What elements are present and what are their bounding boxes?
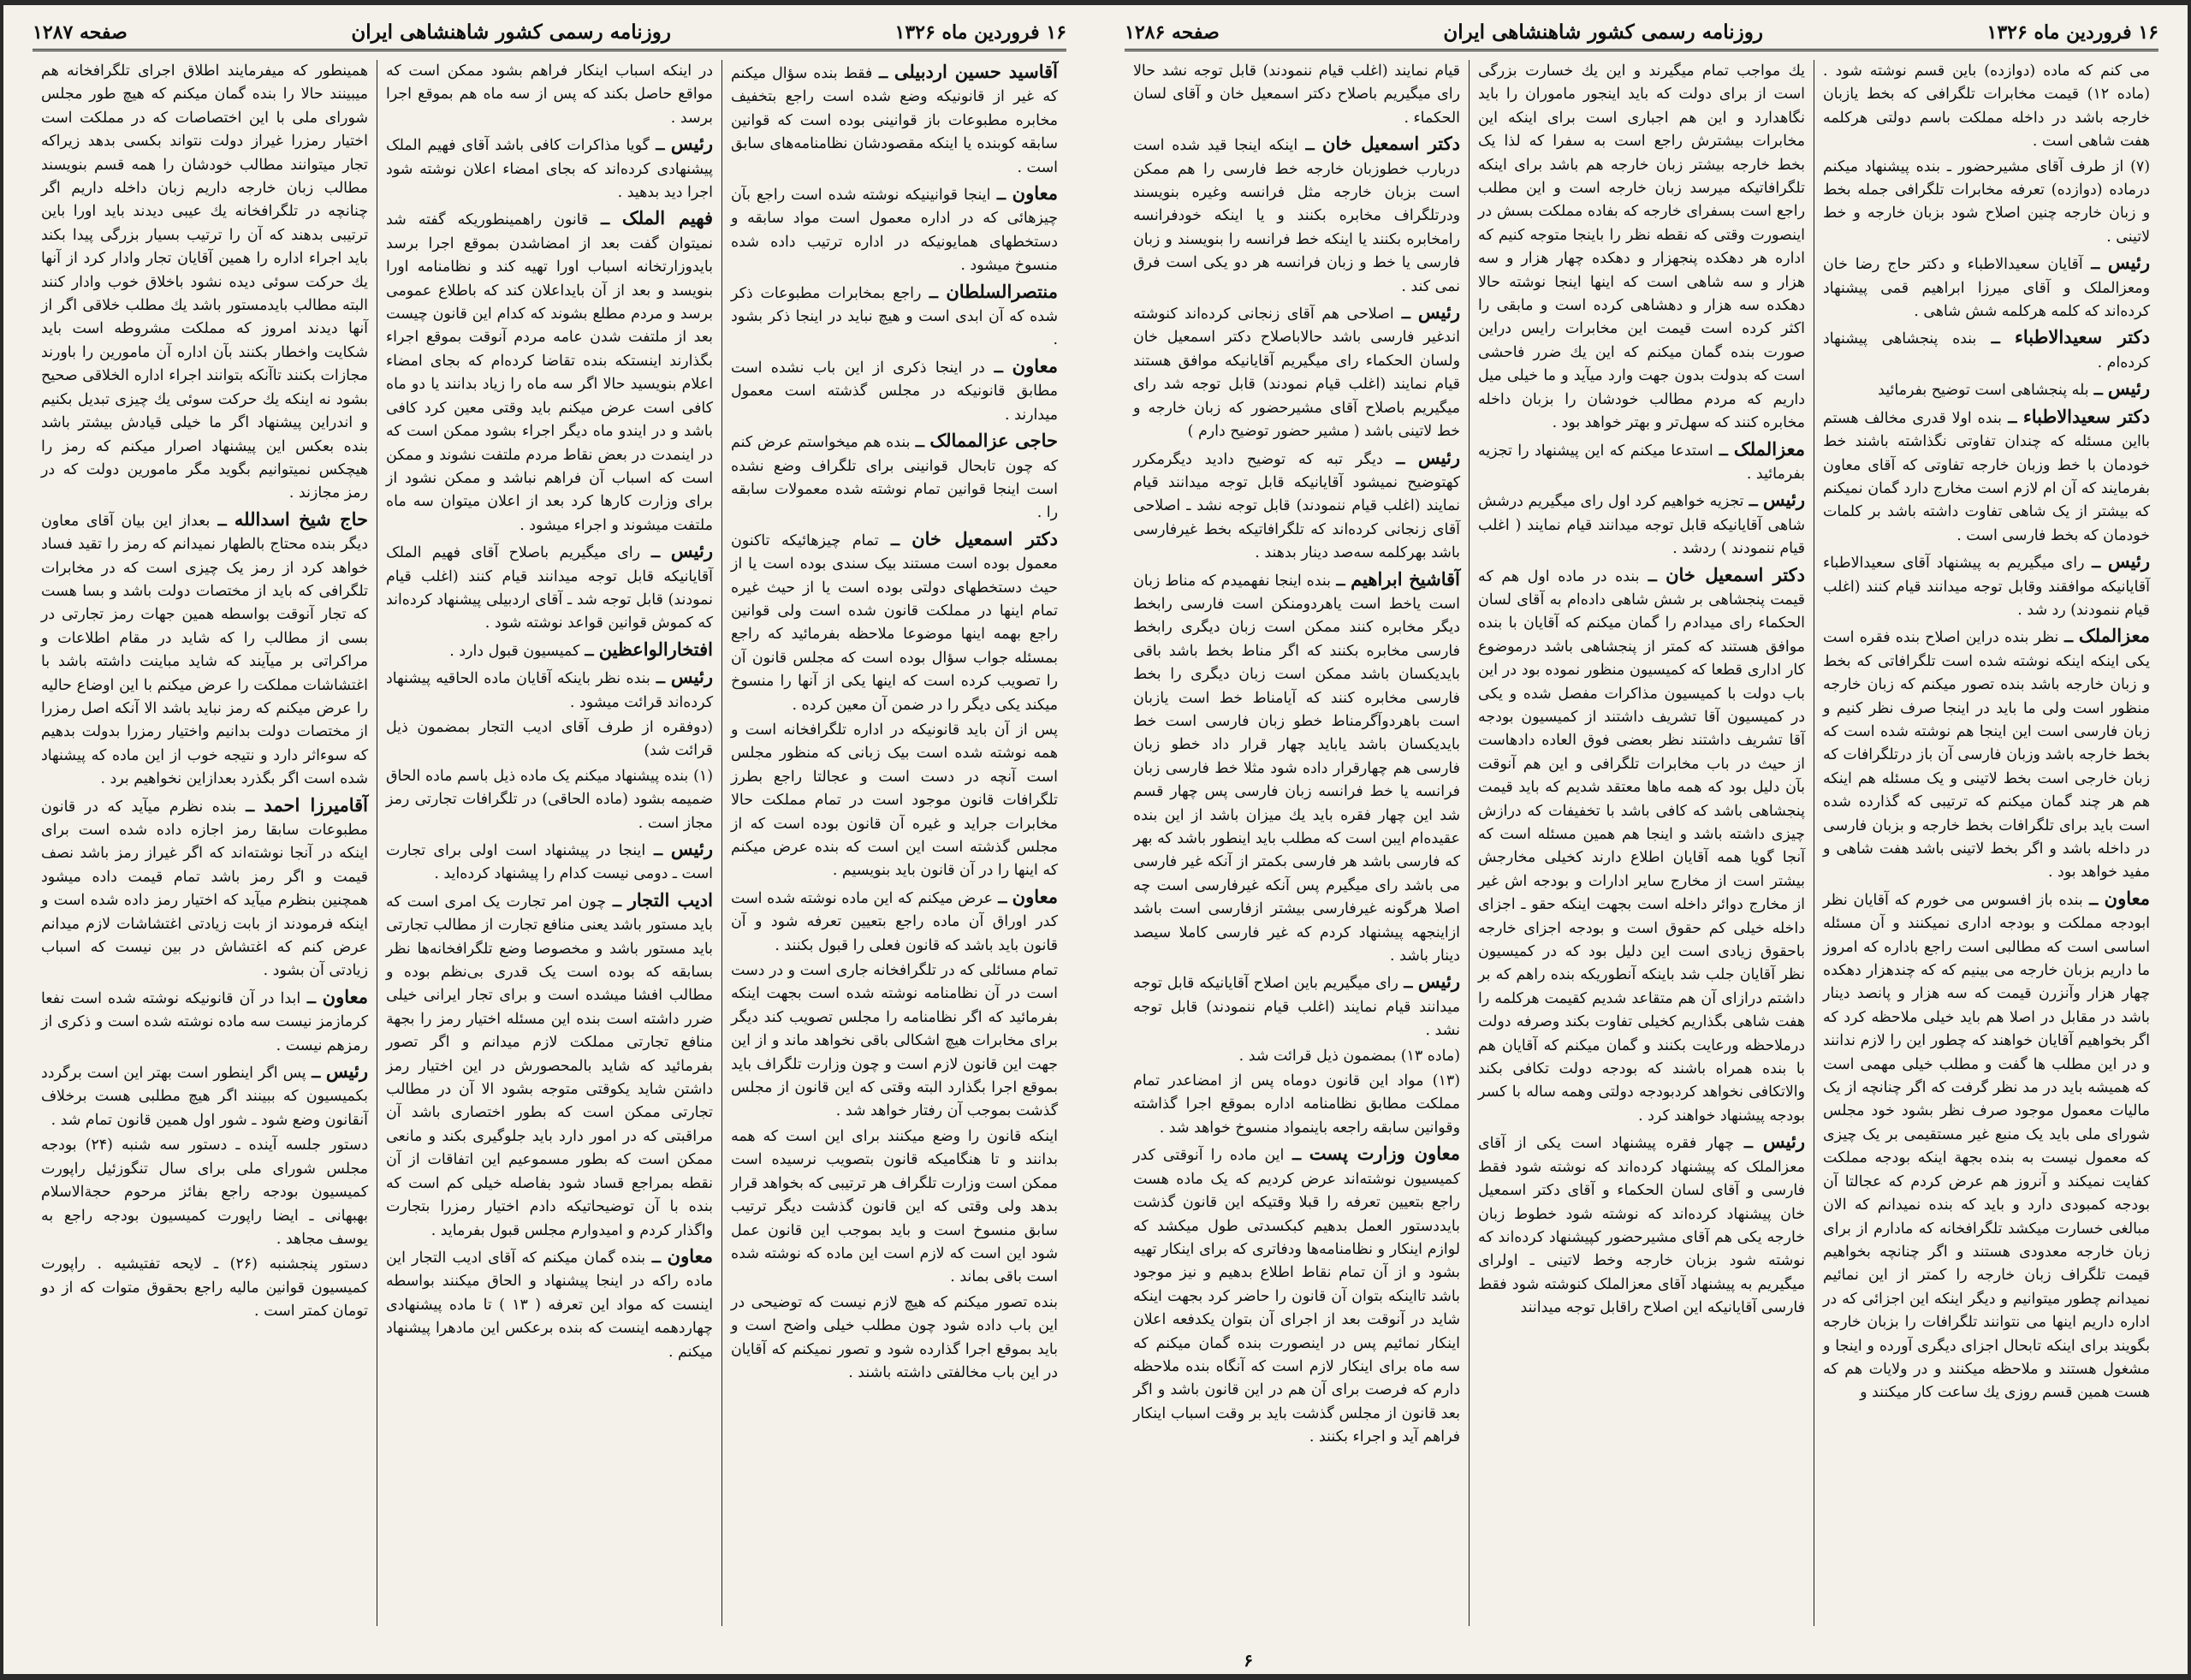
speaker-name: معاون [1012,885,1058,907]
speaker-dash: ــ [1743,493,1763,511]
paragraph-text: قیام نمایند (اغلب قیام ننمودند) قابل توجه نشد حالا رای میگیریم باصلاح دکتر اسمعیل خان و آقای لسان الحکماء . [1133,62,1460,127]
paragraph-text: بنده گمان میکنم که آقای ادیب التجار این ماده راکه در اینجا پیشنهاد و الحاق میکنند بواسطه اینست که مواد این تعرفه ( ۱۳ ) تا ماده پیشنهادی چهاردهمه اینست که بنده برعکس این مادهرا پیشنهاد میکنم . [386,1249,713,1361]
speaker-name: آقامیرزا احمد [264,793,368,816]
speaker-dash: ــ [990,187,1012,205]
paragraph [731,429,1058,525]
text-column [722,60,1066,1626]
paragraph-text: (ماده ۱۳) بمضمون ذیل قرائت شد . [1238,1047,1460,1065]
paragraph-text: (۷) از طرف آقای مشیرحضور ـ بنده پیشنهاد میکنم درماده (دوازده) تعرفه مخابرات تلگرافی جمله بخط و زبان خارجه چنین اصلاح شود بزبان خارجه و خط لاتینی . [1823,157,2150,246]
paragraph-text: نظر بنده دراین اصلاح بنده فقره است یکی اینکه اینکه نوشته شده است تلگرافاتی که بخط و زبان خارجه باشد بنده تصور میکنم که زبان خارجه منظور است ولی ما باید در اینجا صرف نظر کنیم و زبان فارسی است این اینجا هم نوشته شده است که بخط خارجه باشد وزبان فارسی آن باز درتلگرافات که زبان خارجی است بخط لاتینی و یک مسئله هم اینکه هم هر چند گمان میکنم که ترتیبی که گذارده شده است باید برای تلگرافات بخط خارجه و بزبان فارسی در داخله باشد و اگر بخط لاتینی باشد هفت شاهی و مفید خواهد بود . [1823,629,2150,882]
paragraph [731,60,1058,180]
paragraph [1478,488,1805,561]
paragraph [1478,563,1805,1129]
paragraph [386,837,713,887]
speaker-name: دکتر سعیدالاطباء [2015,326,2150,348]
speaker-dash: ــ [2082,891,2105,909]
page-number: صفحه ۱۲۸۷ [33,21,128,44]
paragraph [731,1125,1058,1290]
page-1287 [3,5,1096,1674]
columns [1125,60,2158,1626]
speaker-dash: ــ [1331,572,1351,590]
paragraph [41,508,368,792]
paragraph-text: اینکه اینجا قید شده است دربارب خطوزبان خارجه خط فارسی را هم ممکن است بزبان خارجه مثل فرانسه وغیره بنویسند ودرتلگراف مخابره بکنند و یا اینکه خودفرانسه رامخابره بکنند یا اینکه خط فرانسه را بنویسند و زبان فارسی یا خط و زبان فرانسه هر دو یکی است فرق نمی کند . [1133,137,1460,295]
paragraph-text: رای میگیریم به پیشنهاد آقای سعیدالاطباء آقایانیکه موافقند وقابل توجه میدانند قیام کنند (اغلب قیام ننمودند) رد شد . [1823,555,2150,619]
speaker-dash: ــ [588,211,622,229]
page-header [33,21,1066,51]
paragraph [386,539,713,636]
paragraph-text: رای میگیریم باصلاح آقای فهیم الملک آقایانیکه قابل توجه میدانند قیام کنند (اغلب قیام نمودند) قابل توجه شد ـ آقای اردبیلی پیشنهاد کرده‌اند که کموش قوانین قواعد نوشته شود . [386,544,713,632]
paragraph [1478,437,1805,487]
paragraph [1823,405,2150,548]
speaker-dash: ــ [921,284,947,302]
paragraph-text: بنده در ماده اول هم که قیمت پنجشاهی بر شش شاهی داده‌ام به آقای لسان الحکماء رای میدادم را گمان میکنم که آقایان با بنده موافق هستند که کمتر از پنجشاهی باشد درموضوع کار اداری قطعا که کمیسیون منظور نموده بود در این باب دولت با کمیسیون مذاکرات مفصل شده و یکی در کمیسیون آقا تشریف داشتند از کمیسیون بودجه آقا تشریف داشتند نظر بعضی فوق العاده دادهاست از حیث در باب مخابرات تلگرافی و این هم آنوقت بآن دلیل بود که همه ماها معتقد شدیم که باید قیمت پنجشاهی باشد که کافی باشد با تخفیفات که درازش چیزی داشته باشد و اینجا هم همین مسئله است که آنجا گویا همه آقایان اطلاع دارند کخیلی مخارجش بیشتر است از مخارج سایر ادارات و بودجه اش غیر از مخارج دوائر داخله است بجهت اینکه حقو ـ اجزای داخله خیلی کم حقوق است و بودجه اجزای خارجه باحقوق زیادی است این دلیل بود که در کمیسیون نظر آقایان جلب شد باینکه آنطوریکه بنده راهم که بر داشتم درازای آن هم متقاعد شدیم کقیمت هرکلمه را هفت شاهی بگذاریم کخیلی تفاوت بکند وصرفه دولت درملاحظه ورعایت بکنند و گمان میکنم که آقایان هم با بنده همراه باشند که بودجه دولت تکافی بکند والاتکافی نخواهد کردبودجه دولتی وهمه ساله با کسر بودجه پیشنهاد خواهند کرد . [1478,567,1805,1125]
paragraph-text: دیگر تبه که توضیح دادید دیگرمکرر کهتوضیح نمیشود آقایانیکه قابل توجه میدانند قیام نمایند (اغلب قیام ننمودند) قابل توجه نشد ـ اصلاحی آقای زنجانی کرده‌اند که تلگرافاتیکه بخط غیرفارسی باشد بهرکلمه سه‌صد دینار بدهند . [1133,450,1460,562]
paragraph [731,1291,1058,1386]
speaker-dash: ــ [1713,442,1734,460]
page-1286 [1096,5,2188,1674]
speaker-dash: ــ [1393,306,1418,324]
paragraph [1823,624,2150,884]
paragraph [731,719,1058,883]
page-header [1125,21,2158,51]
speaker-dash: ــ [650,670,671,688]
paragraph [1823,156,2150,250]
paragraph-text: بنده تصور میکنم که هیچ لازم نیست که توضیحی در این باب داده شود چون مطلب خیلی واضح است و باید بموقع اجرا گذارده شود و تصور نمیکنم که آقایان در این باب مخالفتی داشته باشند . [731,1293,1058,1381]
paragraph-text: در اینکه اسباب اینکار فراهم بشود ممکن است که مواقع حاصل بکند که پس از سه ماه هم بموقع اجرا برسد . [386,62,713,127]
paragraph [386,765,713,835]
paragraph [386,665,713,715]
paragraph-text: پس از آن باید قانونیکه در اداره تلگرافخانه است و همه نوشته شده است بیک زبانی که منظور مجلس است آنچه در دست است و عجالتا راجع بطرز تلگرافات قانون موجود است در تمام مملکت حالا مخابرات جراید و غیره آن قانون بوده است که از مجلس گذشته است این است که بنده عرض میکنم که اینها را در آن قانون باید بنویسیم . [731,721,1058,880]
paragraph-text: یك مواجب تمام میگیرند و این یك خسارت بزرگی است از برای دولت که باید اینجور ماموران را باید نگاهدارد و این هم اجباری است برای اینکه این مخابرات بیشترش راجع است به سفرا که لذا یک بخط خارجه بیشتر زبان خارجه هم باشد برای اینکه تلگرافاتیکه میرسد زبان خارجه است و این مطلب راجع است بسفرای خارجه که بفاده مملکت بسش در اینصورت وقتی که نقطه نظر را باینجا متوجه کنیم که اداره هر دهکده پنجهزار و دهکده چهار هزار و سه هزار و سه شاهی است که اینها اینجا نوشته حالا دهکده سه هزار و دهشاهی کرده است و مابقی را اکثر کرده است قیمت این مخابرات رایس دراین صورت بنده گمان میکنم که این یك ضرر فاحشی است که بدولت بدون جهت وارد میآید و ما خیلی میل داریم که مردم مطالب خودشان را بزبان داخله مخابره کنند که سهل‌تر و بهتر خواهد بود . [1478,62,1805,432]
speaker-dash: ــ [1976,330,2016,348]
speaker-name: معاون [1012,354,1058,377]
speaker-name: معاون وزارت پست [1309,1143,1460,1165]
speaker-dash: ــ [1639,567,1666,585]
speaker-dash: ــ [2058,629,2079,647]
speaker-name: رئیس [670,133,713,155]
text-column [33,60,377,1626]
paragraph [386,206,713,537]
speaker-dash: ــ [2082,256,2108,274]
speaker-dash: ــ [2088,382,2108,400]
speaker-dash: ــ [1398,975,1418,993]
speaker-dash: ــ [993,889,1012,907]
paragraph-text: آقایان سعیدالاطباء و دکتر حاج رضا خان ومعزالملک و آقای میرزا ابراهیم قمی پیشنهاد کرده‌اند که کلمه هرکلمه شش شاهی . [1823,256,2150,321]
paragraph [731,280,1058,353]
speaker-dash: ــ [2001,409,2023,427]
speaker-dash: ــ [1382,450,1418,468]
paragraph [731,527,1058,717]
issue-date: ۱۶ فروردین ماه ۱۳۲۶ [1986,21,2158,44]
paragraph-text: ابدا در آن قانونیکه نوشته شده است نفعا کرمازمز نیست سه ماده نوشته شده است و ذکری از رمزهم نیست . [41,989,368,1054]
paragraph-text: اینجا در پیشنهاد است اولی برای تجارت است ـ دومی نیست کدام را پیشنهاد کرده‌اید . [386,842,713,883]
page-number: صفحه ۱۲۸۶ [1125,21,1220,44]
speaker-name: رئیس [1417,971,1460,993]
speaker-name: رئیس [2107,252,2150,274]
paragraph [386,716,713,763]
paragraph [731,354,1058,427]
paragraph-text: بنده نظرم میآید که در قانون مطبوعات سابقا رمز اجازه داده شده است برای اینکه در آنجا نوشته‌اند که اگر غیراز رمز باشد نصف قیمت و اگر رمز باشد تمام قیمت داده میشود همچنین بنظرم میآید که اختیار رمز داده شده است و اینکه فرمودند از بابت زیادتی اغتشاشات لازم میدانم عرض کنم که اغتشاش در بین نیست که اسباب زیادتی آن بشود . [41,798,368,980]
paragraph-text: تمام چیزهائیکه تاکنون معمول بوده است مستند بیک سندی بوده است یا از حیث دستخطهای دولتی بوده است یا از حیث غیره تمام اینها در مملکت قانون شده است ولی قوانین راجع بهمه اینها موضوعا ملاحظه بفرمائید که راجع بمسئله جواب سؤال بوده است که مجلس قانون آن را تصویب کرده است که اینها یکی از آنها را منسوخ میکند یکی دیگر را در ضمن آن معین کرده . [731,531,1058,714]
page-footer-number: ۶ [1244,1650,1253,1671]
paragraph [1823,887,2150,1405]
speaker-dash: ــ [300,989,323,1007]
speaker-name: رئیس [1762,1131,1805,1153]
paragraph-text: کمیسیون قبول دارد . [449,642,580,660]
paragraph-text: اینکه قانون را وضع میکنند برای این است که همه بدانند و تا هنگامیکه قانون بتصویب نرسیده است ممکن است وزارت تلگراف هر ترتیبی که بخواهد قرار بدهد ولی وقتی که این قانون گذشت دیگر ترتیب سابق منسوخ است و باید بموجب این قانون عمل شود این است که لازم است این ماده که نوشته شده است باقی بماند . [731,1127,1058,1286]
paragraph-text: اینجا قوانینیکه نوشته شده است راجع بآن چیزهائی که در اداره معمول است مواد سابقه و دستخطهای همایونیکه در اداره ترتیب داده شده منسوخ میشود . [731,187,1058,275]
paragraph [41,985,368,1058]
speaker-name: رئیس [2107,377,2150,400]
speaker-dash: ــ [236,798,264,816]
speaker-dash: ــ [872,65,894,82]
paragraph-text: بنده پنجشاهی پیشنهاد کرده‌ام . [1823,330,2150,371]
paragraph [1133,970,1460,1042]
paragraph-text: در اینجا ذکری از این باب نشده است مطابق قانونیکه در مجلس گذشته است معمول میدارند . [731,359,1058,424]
speaker-dash: ــ [1733,1135,1763,1153]
paragraph [386,132,713,205]
paragraph-text: بنده اینجا نفهمیدم که مناط زبان است یاخط است یاهردومنکن است فارسی رابخط دیگر مخابره کنند ممکن است زبان دیگری رابخط فارسی مخابره بکنند که اگر مناط بخط باشد باقی بایدیکسان باشد ممکن است زبان دیگری را بخط فارسی مخابره کنند که آیامناط خط است یازبان است باهردوآگرمناط خطو زبان فارسی است خط بایدیکسان باشد یاباید چهار قرار داد خطو زبان فارسی هم چهارقرار داده شود مثلا خط فارسی زبان فرانسه یا خط فرانسه زبان فارسی پس چهار قسم شد این چهار فقره باید یك میزان باشد از این بنده عقیده‌ام ایبن است که مطلب باید اینطور باشد که بهر که فارسی باشد هر فارسی بکمتر از آنکه غیر فارسی می باشد رای میگیرم پس آنکه غیرفارسی است چه اصلا هرگونه غیرفارسی بیشتر ازفارسی است باشد ازاینجهه پیشنهاد کردم که غیر فارسی کاملا سیصد دینار باشد . [1133,572,1460,965]
paragraph [1823,377,2150,402]
paragraph [1133,300,1460,443]
paragraph-text: بنده اولا قدری مخالف هستم بااین مسئله که چندان تفاوتی نگذاشته باشند خط خودمان با خط وزبان خارجه تفاوتی که آقای معاون بفرمایند که آن ام لازم است مخارج دارد گمان نمیکنم که بیشتر از یک شاهی تفاوت داشته باشد بر کلمات خودمان که بخط فارسی است . [1823,409,2150,544]
paragraph [731,959,1058,1124]
speaker-name: دکتر اسمعیل خان [911,527,1058,549]
paragraph [41,1134,368,1251]
paragraph [1133,567,1460,969]
speaker-name: معاون [2104,887,2150,909]
speaker-dash: ــ [606,893,628,911]
speaker-name: رئیس [1417,301,1460,324]
speaker-name: رئیس [670,540,713,562]
speaker-name: معاون [667,1244,713,1267]
speaker-name: حاجی عزالممالک [929,430,1058,452]
speaker-name: رئیس [670,666,713,688]
speaker-name: معاون [1012,182,1058,205]
speaker-name: معاون [322,985,368,1007]
paragraph [386,1244,713,1364]
paragraph-text: عرض میکنم که این ماده نوشته شده است کدر اوراق آن ماده راجع بتعیین تعرفه شود و آن قانون باید باشد که قانون فعلی را قبول بکنند . [731,889,1058,954]
speaker-name: معزالملک [2078,625,2150,647]
paragraph-text: می کنم که ماده (دوازده) باین قسم نوشته شود . (ماده ۱۲) قیمت مخابرات تلگرافی که بخط یازبان خارجه باشد در داخله مملکت باسم دولتی هرکلمه هفت شاهی است . [1823,62,2150,151]
paragraph [1823,325,2150,375]
speaker-name: معزالملک [1733,437,1805,460]
paragraph-text: همینطور که میفرمایند اطلاق اجرای تلگرافخانه هم میبینند حالا را بنده گمان میکنم که هیچ طور مجلس شورای ملی با این اختصاصات که در مملکت است اختیار رمزرا غیراز دولت نتواند بکسی بدهد زیراکه تجار میتوانند مطالب خودشان را همه قسم بنویسند مطالب زبان خارجه داریم زبان داخله داریم اگر چنانچه در تلگرافخانه یك عیبی دیدند باید اورا باین ترتیبی بدهند که آن را ترتیب بسیار بزرگی پیدا بکند باید اجراء اداره را همین آقایان تجار وادار کرد از آنها یك حرکت سوئی دیده نشود باخلاق خوب وادار کنند البته مطالب بایدمستور باشد یك مطلب خلاقی اگر از آنها دیدند امروز که مملکت مشروطه است باید شکایت واخطار بکنند بآن اداره آن مامورین را باورند مجازات بکنند تاآنکه بتوانند اجراء اداره الخلاقی صحیح بشود نه اینکه یك حرکت سوئی یك چیزی تبدیل بکنیم و اندراین پیشنهاد اگر ما خیلی قیادش بیشتر باشد بنده بعکس این پیشنهاد اصرار میکنم که رمز را هیچکس نمیتوانیم بگوید مگر مامورین دولت که در رمز مجازند . [41,62,368,502]
masthead-title: روزنامه رسمی کشور شاهنشاهی ایران [351,21,671,44]
speaker-name: رئیس [1417,446,1460,468]
paragraph [41,793,368,983]
speaker-dash: ــ [306,1065,326,1083]
paragraph [1133,446,1460,566]
speaker-dash: ــ [649,137,671,155]
text-column [1814,60,2158,1626]
paragraph-text: بعداز این بیان آقای معاون دیگر بنده محتاج بالطهار نمیدانم که رمز را تقید فساد خواهد کرد از رمز یک چیزی است که در مخابرات تلگرافی که باید از مختصات دولت باشد و بسا هست که تجار آنوقت بواسطه همین جهات رمز تجارتی در بسی از مطالب را که شاید در مقام اطلاعات و مراکراتی بر میآیند که شاید مباینت داشته باشد با اغتشاشات مملکت را عرض میکنم با این اوضاع حالیه را عرض میکنم که رمز نباید باشد الا آنکه اصل رمزرا از مختصات دولت بدانیم واختیار رمزرا بدولت بدهیم که سوءاثر دارد و نتیجه خوب از این ماده که پیشنهاد شده است اگر بگذرد بعدازاین نخواهیم برد . [41,512,368,788]
paragraph [1133,1142,1460,1449]
paragraph-text: بنده باز افسوس می خورم که آقایان نظر ابودجه مملکت و بودجه اداری نمیکنند و آن مسئله اساسی است که مطالبی است راجع باداره که امروز ما داریم بزبان خارجه می بینیم که که چندهزار دهکده چهار هزار وآنزرن قیمت که سه هزار و پانصد دینار باشد در مقابل در اصلا هم باید خیلی ملاحظه کرد که اگر بخواهیم آقایان خواهند که چطور این را لازم ندانند و در این مطلب ها گفت و مطلب خیلی مهمی است که همیشه باید در مد نظر گرفت که اگر چنانچه از یک مالیات معمول موجود صرف نظر بشود خود مجلس شورای ملی باید یک منبع غیر مستقیمی بر یک چیزی که معمول نیست به بنده بجهة اینکه بودجه مملکت کفایت نمیکند و آنروز هم عرض کردم که عجالتا آن بودجه کمبودی دارد و باید که بنده نمیدانم که الان مبالغی خسارت میکشد تلگرافخانه که مادارم از برای زبان خارجه معدودی هستند و اگر چنانچه بخواهیم قیمت تلگراف زبان خارجه را کمتر از این نمائیم نمیدانم چطور میتوانیم و دیگر اینکه این اجزائی که در اداره داریم اینها می نتوانند تلگرافات را بزبان خارجه بگویند برای اینکه تابحال اجزای دیگری آورده و اینجا و مشغول هستند و ملاحظه میکنند و در ولایات هم که هست همین قسم روزی یك ساعت کار میکنند و [1823,891,2150,1402]
paragraph-text: (۱۳) مواد این قانون دوماه پس از امضاعدر تمام مملکت مطابق نظامنامه اداره بموقع اجرا گذاشته وقوانین سابقه راجعه باینمواد منسوخ خواهد شد . [1133,1072,1460,1137]
paragraph [41,1060,368,1132]
text-column [1470,60,1814,1626]
speaker-name: حاج شیخ اسدالله [234,508,368,530]
text-column [1125,60,1470,1626]
speaker-name: ادیب التجار [627,888,713,911]
paragraph [1133,132,1460,299]
paragraph-text: استدعا میکنم که این پیشنهاد را تجزیه بفرمائید . [1478,442,1805,483]
speaker-dash: ــ [910,434,930,452]
speaker-name: دکتر اسمعیل خان [1666,563,1805,585]
paragraph-text: اصلاحی هم آقای زنجانی کرده‌اند کنوشته اندغیر فارسی باشد حالاباصلاح دکتر اسمعیل خان ولسان الحکماء رای میگیریم آقایانیکه موافق هستند قیام نمایند (اغلب قیام نمودند) قابل توجه شد رای میگیریم باصلاح آقای مشیرحضور که زبان خارجه و خط لاتینی باشد ( مشیر حضور توضیح دارم ) [1133,306,1460,441]
paragraph [1133,1045,1460,1068]
speaker-dash: ــ [878,531,912,549]
paragraph [1133,1070,1460,1140]
speaker-dash: ــ [210,512,235,530]
speaker-name: رئیس [2107,550,2150,573]
paragraph-text: بنده نظر باینکه آقایان ماده الحاقیه پیشنهاد کرده‌اند قرائت میشود . [386,670,713,711]
paragraph-text: گویا مذاکرات کافی باشد آقای فهیم الملک پیشنهادی کرده‌اند که بجای امضاء اعلان نوشته شود اجرا دید بدهید . [386,137,713,202]
speaker-name: رئیس [1762,489,1805,511]
paragraph-text: دستور جلسه آینده ـ دستور سه شنبه (۲۴) بودجه مجلس شورای ملی برای سال تنگوزئیل راپورت کمیسیون بودجه راجع بفائز مرحوم حجةالاسلام بهبهانی ـ ایضا راپورت کمیسیون بودجه راجع به یوسف مجاهد . [41,1137,368,1248]
paragraph [1823,549,2150,622]
paragraph-text: رای میگیریم باین اصلاح آقایانیکه قابل توجه میدانند قیام نمایند (اغلب قیام ننمودند) قابل توجه نشد . [1133,975,1460,1040]
speaker-name: رئیس [670,838,713,859]
paragraph [1478,1130,1805,1320]
speaker-dash: ــ [645,842,671,859]
speaker-name: دکتر اسمعیل خان [1321,133,1460,155]
speaker-dash: ــ [984,359,1012,377]
paragraph [386,638,713,663]
speaker-dash: ــ [1284,1147,1309,1165]
paragraph-text: پس اگر اینطور است بهتر این است برگردد بکمیسیون که ببینند اگر هیچ مطلبی هست برخلاف آنقانون وضع شود ـ شور اول همین قانون تمام شد . [41,1065,368,1129]
paragraph-text: چون امر تجارت یک امری است که باید مستور باشد یعنی منافع تجارت از مطالب تجارتی باید مستور باشد و مخصوصا وضع تلگرافخانه‌ها نظر بسابقه که بوده است یک قدری بی‌نظم بوده و مطالب افشا میشده است و برای تجار ایرانی خیلی ضرر داشته است بنده این مسئله اختیار رمز را بجهة منافع تجارتی مملکت لازم میدانم و اگر تصور بفرمائید که شاید بالمحصورش در این اختیار رمز داشتن شاید یکوقتی متوجه بشود الا آن در مطالب تجارتی ممکن است که بطور اختصاری باشد آن مراقبتی که در امور دارد باید جلوگیری بکند و مانعی ممکن است که بطور مسموعیم این اتفاقات از آن نقطه بمراجع قساد شود بفاصله خیلی کم است که بنده با آن توضیحاتیکه دادم اختیار رمزرا بتجارت واگذار کردم و امیدوارم مجلس قبول بفرماید . [386,893,713,1239]
paragraph [731,885,1058,958]
speaker-dash: ــ [645,1249,668,1267]
paragraph [41,1253,368,1323]
speaker-dash: ــ [1297,137,1322,155]
paragraph [386,60,713,130]
paragraph-text: تمام مسائلی که در تلگرافخانه جاری است و در دست است در آن نظامنامه نوشته شده است بجهت اینکه بفرمائید که اگر نظامنامه را مجلس تصویب کند دیگر برای مخابرات هیچ اشکالی باقی نخواهد ماند و از این جهت این قانون لازم است و چون وزارت تلگراف باید بموقع اجرا بگذارد البته وقتی که این قانون از مجلس گذشت بموجب آن رفتار خواهد شد . [731,962,1058,1120]
paragraph-text: راجع بمخابرات مطبوعات ذکر شده که آن ابدی است و هیچ نباید در اینجا ذکر بشود . [731,284,1058,349]
paragraph-text: بله پنجشاهی است توضیح بفرمائید [1878,382,2089,400]
paragraph [386,888,713,1243]
paragraph-text: تجزیه خواهیم کرد اول رای میگیریم درشش شاهی آقایانیکه قابل توجه میدانند قیام نمایند ( اغلب قیام ننمودند ) ردشد . [1478,493,1805,558]
paragraph-text: (۱) بنده پیشنهاد میکنم یک ماده ذیل باسم ماده الحاق ضمیمه بشود (ماده الحاقی) در تلگرافات تجارتی رمز مجاز است . [386,767,713,832]
speaker-name: فهیم الملک [621,207,713,229]
paragraph-text: (دوفقره از طرف آقای ادیب التجار بمضمون ذیل قرائت شد) [386,718,713,760]
paragraph [1823,251,2150,324]
paragraph-text: دستور پنجشنبه (۲۶) ـ لایحه تفتیشیه . راپورت کمیسیون قوانین مالیه راجع بحقوق متوات که از دو تومان کمتر است . [41,1256,368,1321]
paragraph [1478,60,1805,436]
paragraph-text: این ماده را آنوقتی کدر کمیسیون نوشته‌اند عرض کردیم که یک ماده هست راجع بتعیین تعرفه را قبلا وقتیکه این قانون گذشت بایددستور العمل بدهیم کبکسدتی طول میکشد که لوازم اینکار و نظامنامه‌ها ودفاتری که برای اینکار تهیه بشود و از آن تمام نقاط اطلاع بدهیم و نیز موجود باشد تااینکه بتوان آن قانون را حاضر کرد بجهت اینکه شاید در آنوقت بعد از اجرای آن بتوان یکدفعه اعلان اینکار نمائیم پس در اینصورت بنده گمان میکنم که سه ماه برای اینکار لازم است که آنگاه بنده ملاحظه دارم که فرصت برای آن هم در این قانون باشد و اگر بعد قانون از مجلس گذشت باید بر وقت اسباب اینکار فراهم آید و اجراء بکنند . [1133,1147,1460,1446]
speaker-dash: ــ [579,642,599,660]
paragraph [1133,60,1460,130]
speaker-dash: ــ [640,544,671,562]
paragraph [41,60,368,506]
speaker-name: رئیس [325,1060,368,1083]
paragraph-text: بنده هم میخواستم عرض کنم که چون تابحال قوانینی برای تلگراف وضع نشده است اینجا قوانین تمام نوشته شده معمولات سابقه را . [731,434,1058,522]
paragraph-text: چهار فقره پیشنهاد است یکی از آقای معزالملک که پیشنهاد کرده‌اند که نوشته شود فقط فارسی و آقای لسان الحکماء و آقای دکتر اسمعیل خان پیشنهاد کرده‌اند که نوشته شود خطوط زبان خارجه یکی هم آقای مشیرحضور کپیشنهاد کرده‌اند که نوشته شود بزبان خارجه وخط لاتینی ـ اولرای میگیریم به پیشنهاد آقای معزالملک کنوشته شود فقط فارسی آقایانیکه این اصلاح راقابل توجه میدانند [1478,1135,1805,1317]
speaker-name: دکتر سعیدالاطباء [2022,405,2150,427]
paragraph-text: فقط بنده سؤال میکنم که غیر از قانونیکه وضع شده است راجع بتخفیف مخابره مطبوعات باز قوانینی بوده است که قوانین سابقه کوبنده یا اینکه مقصودشان نظامنامه‌های سابق است . [731,65,1058,176]
text-column [377,60,722,1626]
speaker-dash: ــ [2084,555,2108,573]
masthead-title: روزنامه رسمی کشور شاهنشاهی ایران [1443,21,1763,44]
columns [33,60,1066,1626]
speaker-name: آقاسید حسین اردبیلی [894,61,1058,82]
paragraph-text: قانون راهمینطوریکه گفته شد نمیتوان گفت بعد از امضاشدن بموقع اجرا برسد بایدوزارتخانه اسباب اورا تهیه کند و نظامنامه اورا بنویسد و بعد از آن بایداعلان کند که باطلاع عمومی برسد و مردم مطلع بشوند که کدام این قانون چیست بعد از ملتفت شدن عامه مردم آنوقت بموقع اجراء بگذارند اینستکه بنده تقاضا کرده‌ام که بجای امضاء اعلام بنویسید حالا اگر سه ماه را زیاد بدانند یا دو ماه کافی است عرض میکنم باید وقتی معین کرد کافی باشد و در ایندو ماه دیگر اجراء بشود ممکن است که در اینمدت در بعض نقاط مردم ملتفت نشوند و ممکن است که اسباب آن فراهم نباشد و ممکن نشود از برای وزارت کارها کرد بعد از اعلان میتوان سه ماه ملتفت میشوند و اجراء میشود . [386,211,713,534]
speaker-name: آقاشیخ ابراهیم [1351,567,1460,590]
speaker-name: منتصرالسلطان [946,280,1058,302]
speaker-name: افتخارالواعظین [598,638,713,660]
issue-date: ۱۶ فروردین ماه ۱۳۲۶ [894,21,1066,44]
paragraph [731,181,1058,278]
paragraph [1823,60,2150,154]
